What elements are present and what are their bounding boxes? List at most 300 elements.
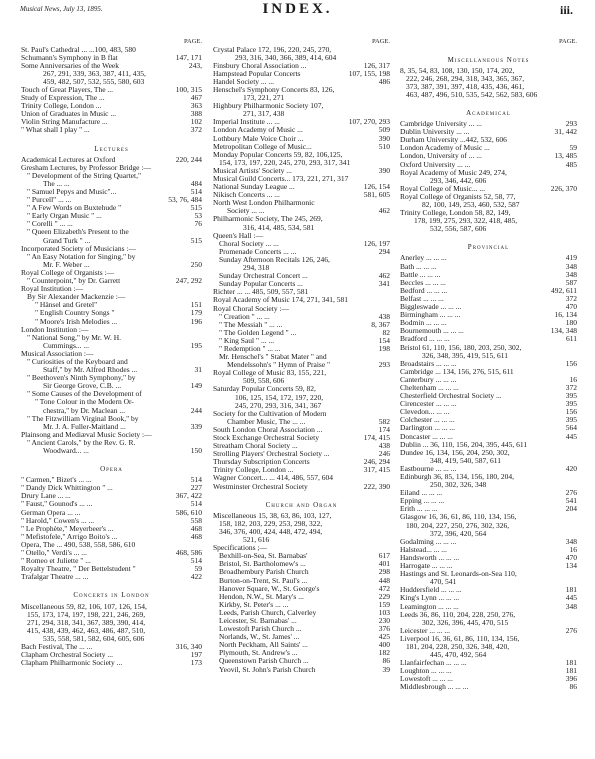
index-entry — [400, 538, 577, 546]
index-entry — [400, 311, 577, 319]
entry-text: Finsbury Choral Association ... — [213, 61, 307, 70]
entry-pages: 348 — [565, 536, 577, 546]
entry-text: Kirkby, St. Peter's ... ... — [219, 600, 289, 609]
index-entry — [21, 86, 202, 94]
entry-text: Llanfairfechan ... ... ... — [400, 659, 467, 668]
entry-pages: 151 — [190, 300, 202, 310]
entry-text: Leeds, Parish Church, Calverley — [219, 608, 317, 617]
index-entry — [21, 54, 202, 62]
entry-text: " Creation " ... ... — [219, 312, 270, 321]
page-column-label: PAGE. — [183, 38, 202, 45]
entry-pages: 246 — [378, 449, 390, 459]
entry-text: Beccles ... ... ... — [400, 278, 446, 287]
index-entry: Philharmonic Society, The 245, 269, — [213, 215, 323, 224]
entry-pages: 339 — [190, 421, 202, 431]
entry-pages: 198 — [378, 343, 390, 353]
entry-text: Choral Society ... ... — [219, 239, 279, 248]
index-entry — [21, 196, 202, 204]
index-entry: London Institution :— — [21, 325, 89, 334]
index-entry: 445, 470, 492, 564 — [430, 651, 487, 660]
page-number: iii. — [559, 3, 573, 17]
entry-pages: 16, 134 — [554, 310, 577, 320]
index-entry: Durham University ...442, 532, 606 — [400, 136, 507, 145]
entry-text: Norlands, W., St. James' ... — [219, 633, 300, 642]
index-entry — [21, 447, 202, 455]
index-entry: Leeds 36, 86, 110, 204, 228, 250, 276, — [400, 610, 516, 619]
index-entry — [400, 603, 577, 611]
entry-pages: 126, 317 — [363, 60, 390, 70]
entry-text: Epping ... ... ... — [400, 497, 445, 506]
index-entry — [21, 62, 202, 70]
entry-pages: 276 — [565, 625, 577, 635]
index-entry: Saturday Popular Concerts 59, 82, — [213, 385, 316, 394]
entry-pages: 445 — [565, 431, 577, 441]
index-entry — [213, 577, 390, 585]
entry-pages: 515 — [190, 235, 202, 245]
entry-text: Halstead... ... ... — [400, 545, 447, 554]
entry-pages: 59 — [569, 143, 577, 153]
entry-text: Cambridge University ... ... — [400, 120, 482, 129]
index-entry — [400, 392, 577, 400]
entry-text: " Romeo et Juliette " ... — [21, 557, 91, 566]
page-title: INDEX. — [262, 1, 333, 17]
entry-text: Streatham Choral Society ... — [213, 442, 298, 451]
index-column-1 — [21, 34, 202, 667]
index-entry: 250, 302, 326, 348 — [430, 481, 487, 490]
entry-pages: 395 — [565, 399, 577, 409]
index-entry — [21, 156, 202, 164]
entry-pages: 468 — [190, 531, 202, 541]
index-entry — [400, 287, 577, 295]
entry-pages: 558 — [190, 515, 202, 525]
index-entry — [21, 407, 202, 415]
entry-pages: 204 — [565, 504, 577, 514]
entry-text: Metropolitan College of Music... — [213, 142, 312, 151]
index-entry — [400, 594, 577, 602]
entry-text: Burton-on-Trent, St. Paul's ... — [219, 576, 308, 585]
entry-pages: 462 — [378, 206, 390, 216]
entry-pages: 181 — [565, 666, 577, 676]
entry-text: " Dandy Dick Whittington " ... — [21, 484, 113, 493]
entry-text: " Hänsel and Gretel" — [35, 301, 98, 310]
index-entry — [400, 489, 577, 497]
entry-text: Doncaster ... ... ... — [400, 432, 453, 441]
index-entry: Society for the Cultivation of Modern — [213, 409, 327, 418]
entry-text: Violin String Manufacture ... — [21, 118, 108, 127]
entry-pages: 514 — [190, 187, 202, 196]
entry-pages: 438 — [378, 441, 390, 451]
entry-pages: 422 — [190, 572, 202, 582]
section-heading: Concerts in London — [73, 591, 150, 600]
index-entry — [213, 585, 390, 593]
index-entry — [213, 568, 390, 576]
entry-pages: 467 — [190, 93, 202, 103]
index-entry: " National Song," by Mr. W. H. — [27, 333, 122, 342]
index-entry — [21, 126, 202, 134]
index-entry — [400, 546, 577, 554]
entry-pages: 147, 171 — [175, 52, 202, 62]
index-entry — [400, 360, 577, 368]
index-entry: 8, 35, 54, 83, 108, 130, 150, 174, 202, — [400, 66, 515, 75]
entry-text: Middlesbrough ... ... ... — [400, 683, 469, 692]
entry-text: Stock Exchange Orchestral Society — [213, 434, 320, 442]
index-entry — [400, 586, 577, 594]
entry-text: Leicester ... ... ... — [400, 626, 450, 635]
index-entry — [213, 442, 390, 450]
index-entry — [400, 505, 577, 513]
index-entry — [21, 382, 202, 390]
index-entry — [21, 118, 202, 126]
entry-text: Broadhembury Parish Church — [219, 568, 309, 577]
index-entry — [213, 593, 390, 601]
entry-pages: 179 — [190, 308, 202, 318]
index-entry — [400, 659, 577, 667]
entry-text: Some Anniversaries of the Week — [21, 61, 119, 70]
entry-pages: 400 — [378, 640, 390, 650]
entry-pages: 243, — [188, 60, 202, 70]
index-entry — [400, 562, 577, 570]
entry-text: Handsworth ... ... ... — [400, 553, 460, 562]
index-entry — [400, 465, 577, 473]
entry-pages: 316, 340 — [175, 641, 202, 651]
entry-text: Cirencester ... ... ... — [400, 400, 457, 409]
index-entry — [400, 416, 577, 424]
index-entry — [400, 554, 577, 562]
entry-text: Mendelssohn's " Hymn of Praise " — [227, 361, 331, 370]
running-head: Musical News, July 13, 1895. — [20, 5, 103, 13]
index-entry — [213, 434, 390, 442]
index-entry: Sunday Afternoon Recitals 126, 246, — [219, 255, 330, 264]
index-entry — [213, 135, 390, 143]
entry-pages: 173 — [190, 658, 202, 668]
entry-text: Eiland ... ... ... — [400, 489, 443, 498]
page-column-label: PAGE. — [558, 38, 577, 45]
entry-text: Sunday Popular Concerts ... — [219, 280, 303, 289]
index-entry — [21, 484, 202, 492]
index-entry: 271, 294, 318, 341, 367, 389, 390, 414, — [27, 618, 146, 627]
entry-pages: 86 — [382, 656, 390, 666]
entry-pages: 16 — [569, 374, 577, 384]
index-entry: 535, 558, 581, 582, 604, 605, 606 — [43, 634, 145, 643]
index-entry: By Sir Alexander Mackenzie :— — [27, 293, 126, 302]
entry-text: Clevedon... ... ... — [400, 408, 450, 417]
entry-text: Bristol, St. Bartholomew's ... — [219, 560, 306, 569]
index-entry — [400, 424, 577, 432]
entry-pages: 174 — [378, 424, 390, 434]
index-entry — [400, 152, 577, 160]
index-entry: 222, 246, 268, 294, 318, 343, 365, 367, — [406, 74, 525, 83]
entry-text: Lowestoft ... ... ... — [400, 675, 453, 684]
index-entry — [400, 120, 577, 128]
index-entry: Incorporated Society of Musicians :— — [21, 244, 136, 253]
index-entry — [213, 118, 390, 126]
entry-text: Plymouth, St. Andrew's ... — [219, 649, 298, 658]
entry-text: Nikisch Concerts ... ... — [213, 191, 280, 200]
index-entry: 532, 556, 587, 606 — [430, 225, 487, 234]
entry-pages: 227 — [190, 483, 202, 493]
entry-pages: 541 — [565, 496, 577, 506]
index-entry: " Queen Elizabeth's Present to the — [27, 228, 129, 237]
index-entry — [400, 675, 577, 683]
index-entry — [213, 625, 390, 633]
index-entry — [213, 313, 390, 321]
entry-pages: 582 — [378, 416, 390, 426]
index-entry: 245, 270, 293, 316, 341, 367 — [235, 401, 322, 410]
index-entry — [21, 94, 202, 102]
entry-text: " A Few Words on Buxtehude " — [27, 204, 122, 213]
index-entry — [400, 144, 577, 152]
index-entry: 372, 396, 420, 564 — [430, 529, 487, 538]
entry-pages: 230 — [378, 615, 390, 625]
entry-pages: 581, 605 — [363, 190, 390, 200]
index-entry: Wagner Concert... ... 414, 486, 557, 604 — [213, 474, 333, 483]
index-entry: 348, 419, 540, 587, 611 — [430, 456, 501, 465]
entry-pages: 276 — [565, 488, 577, 498]
entry-text: Thursday Subscription Concerts — [213, 458, 310, 467]
entry-text: Clapham Philharmonic Society ... — [21, 659, 123, 668]
entry-pages: 53, 76, 484 — [168, 195, 202, 205]
entry-pages: 226, 370 — [550, 183, 577, 193]
entry-text: Belfast ... ... ... — [400, 294, 444, 303]
entry-pages: 16 — [569, 544, 577, 554]
index-entry: Queen's Hall :— — [213, 231, 264, 240]
entry-text: Chamber Music, The ... ... — [227, 417, 306, 426]
index-entry: Royal Choral Society :— — [213, 304, 290, 313]
index-entry — [213, 657, 390, 665]
index-entry: 158, 182, 203, 229, 253, 298, 322, — [219, 519, 323, 528]
index-entry — [213, 272, 390, 280]
entry-pages: 174, 415 — [363, 433, 390, 442]
index-entry — [213, 248, 390, 256]
entry-pages: 367, 422 — [175, 491, 202, 501]
entry-pages: 468, 586 — [175, 548, 202, 558]
entry-text: Touch of Great Players, The ... — [21, 85, 114, 94]
entry-pages: 293 — [565, 119, 577, 129]
index-entry: " An Easy Notation for Singing," by — [27, 252, 136, 261]
entry-text: Eastbourne ... ... ... — [400, 464, 457, 473]
entry-pages: 514 — [190, 499, 202, 509]
entry-text: Godalming ... ... ... — [400, 537, 457, 546]
index-entry: 302, 326, 396, 445, 470, 515 — [422, 618, 509, 627]
index-entry — [213, 240, 390, 248]
index-entry — [400, 497, 577, 505]
index-entry — [21, 102, 202, 110]
page-column-label: PAGE. — [371, 38, 390, 45]
index-entry — [21, 517, 202, 525]
entry-pages: 372 — [565, 293, 577, 303]
index-entry — [400, 384, 577, 392]
entry-text: " What shall I play " ... — [21, 126, 90, 135]
entry-text: Musical Artists' Society ... — [213, 166, 292, 175]
entry-pages: 159 — [378, 599, 390, 609]
entry-pages: 395 — [565, 391, 577, 401]
entry-text: " Le Prophète," Meyerbeer's ... — [21, 524, 114, 533]
index-entry — [400, 667, 577, 675]
entry-pages: 181 — [565, 658, 577, 668]
index-entry: 521, 616 — [243, 536, 270, 545]
section-heading: Lectures — [94, 144, 129, 153]
entry-text: Battle ... ... ... — [400, 270, 441, 279]
entry-text: Sir George Grove, C.B. ... — [43, 382, 122, 391]
entry-pages: 390 — [378, 165, 390, 175]
entry-pages: 341 — [378, 279, 390, 289]
entry-pages: 372 — [565, 382, 577, 392]
entry-pages: 53 — [194, 211, 202, 221]
index-entry: 346, 376, 400, 424, 448, 472, 494, — [219, 527, 323, 536]
entry-pages: 220, 244 — [175, 154, 202, 164]
entry-text: Drury Lane ... ... — [21, 492, 71, 501]
index-entry — [400, 271, 577, 279]
index-entry: Royal College of Organists :— — [21, 268, 115, 277]
entry-text: " Moore's Irish Melodies ... — [35, 317, 118, 326]
index-entry — [21, 557, 202, 565]
index-entry: North West London Philharmonic — [213, 199, 315, 208]
entry-pages: 107, 270, 293 — [348, 117, 390, 127]
entry-text: Bournemouth ... ... ... — [400, 327, 464, 336]
index-entry — [213, 560, 390, 568]
index-entry — [21, 342, 202, 350]
index-entry: Hastings and St. Leonards-on-Sea 110, — [400, 570, 517, 579]
index-entry — [21, 549, 202, 557]
entry-text: Canterbury ... ... ... — [400, 375, 457, 384]
index-entry: Liverpool 16, 36, 61, 86, 110, 134, 156, — [400, 634, 520, 643]
entry-pages: 510 — [378, 141, 390, 151]
entry-text: Biggleswade ... ... ... — [400, 303, 462, 312]
index-entry — [213, 418, 390, 426]
entry-text: Erith ... ... ... — [400, 505, 438, 514]
entry-pages: 8, 367 — [371, 319, 390, 329]
entry-pages: 246, 294 — [363, 457, 390, 467]
index-entry — [21, 318, 202, 326]
entry-text: " Harold," Cowen's ... ... — [21, 516, 95, 525]
entry-pages: 244 — [190, 405, 202, 415]
entry-pages: 395 — [565, 415, 577, 425]
index-entry — [213, 552, 390, 560]
index-entry — [213, 641, 390, 649]
entry-text: Royal College of Music... ... — [400, 184, 485, 193]
entry-text: Bexhill-on-Sea, St. Barnabas' — [219, 552, 308, 561]
entry-text: South London Choral Association ... — [213, 425, 323, 434]
index-entry: Musical Association :— — [21, 349, 94, 358]
section-heading: Church and Organ — [265, 500, 338, 509]
entry-text: " Carmen," Bizet's ... ... — [21, 476, 92, 485]
index-entry — [213, 483, 390, 491]
entry-pages: 514 — [190, 475, 202, 485]
index-entry — [400, 376, 577, 384]
index-entry: 271, 317, 438 — [243, 110, 285, 119]
index-entry — [21, 643, 202, 651]
entry-pages: 247, 292 — [175, 276, 202, 286]
index-entry — [400, 254, 577, 262]
entry-text: Trinity College, London ... — [21, 102, 102, 111]
section-heading: Opera — [100, 465, 123, 474]
entry-pages: 229 — [378, 591, 390, 601]
index-entry — [213, 337, 390, 345]
entry-pages: 587 — [565, 277, 577, 287]
entry-pages: 180 — [565, 318, 577, 328]
index-entry: Bristol 61, 110, 156, 180, 203, 250, 302, — [400, 343, 522, 352]
index-entry: 293, 346, 442, 606 — [430, 176, 487, 185]
index-entry — [400, 433, 577, 441]
index-column-3 — [400, 34, 577, 692]
entry-text: Lothbury Male Voice Choir ... — [213, 134, 304, 143]
entry-pages: 564 — [565, 423, 577, 433]
index-entry — [213, 126, 390, 134]
index-entry: " Ancient Carols," by the Rev. G. R. — [27, 438, 136, 447]
index-entry: " Some Causes of the Development of — [27, 390, 142, 399]
entry-pages: 182 — [378, 648, 390, 658]
entry-text: Yeovil, St. John's Parish Church — [219, 665, 316, 674]
index-entry — [400, 185, 577, 193]
entry-text: " King Saul " ... ... — [219, 336, 275, 345]
entry-text: Birmingham ... ... ... — [400, 311, 461, 320]
index-entry: Trinity College, London 58, 82, 149, — [400, 209, 511, 218]
index-entry: Royal Academy of Music 174, 271, 341, 581 — [213, 296, 348, 305]
index-entry — [213, 617, 390, 625]
entry-text: Schumann's Symphony in B flat — [21, 53, 118, 62]
index-entry — [400, 295, 577, 303]
entry-pages: 126, 197 — [363, 238, 390, 248]
entry-pages: 515 — [190, 203, 202, 213]
entry-text: Society ... ... — [227, 207, 265, 216]
index-entry — [400, 128, 577, 136]
entry-pages: 472 — [378, 583, 390, 593]
entry-pages: 448 — [378, 575, 390, 585]
index-entry: Royal Institution :— — [21, 285, 84, 294]
entry-text: Chesterfield Orchestral Society ... — [400, 392, 502, 401]
entry-text: Promenade Concerts ... ... — [219, 247, 297, 256]
entry-text: Bedford ... ... ... — [400, 286, 448, 295]
index-entry — [213, 321, 390, 329]
index-entry: 509, 558, 606 — [243, 377, 285, 386]
index-entry — [21, 525, 202, 533]
entry-pages: 586, 610 — [175, 507, 202, 517]
index-entry — [213, 70, 390, 78]
entry-text: London Academy of Music ... — [400, 144, 490, 153]
index-entry: Cambridge ... 134, 156, 276, 515, 611 — [400, 367, 514, 376]
entry-pages: 348 — [565, 261, 577, 271]
entry-pages: 425 — [378, 632, 390, 642]
index-entry — [21, 509, 202, 517]
index-entry: " Development of the String Quartet," — [27, 171, 142, 180]
entry-text: " English Country Songs " — [35, 309, 115, 318]
entry-pages: 388 — [190, 109, 202, 119]
index-entry — [21, 533, 202, 541]
index-entry: " The Fitzwilliam Virginal Book," by — [27, 414, 139, 423]
index-entry: " Tone Colour in the Modern Or- — [35, 398, 134, 407]
entry-text: Grand Turk " ... — [43, 236, 91, 245]
entry-text: Hendon, N.W., St. Mary's ... — [219, 592, 304, 601]
entry-text: " Early Organ Music " ... — [27, 212, 102, 221]
entry-pages: 348 — [565, 269, 577, 279]
entry-pages: 154 — [378, 335, 390, 345]
index-entry — [21, 565, 202, 573]
index-entry — [21, 110, 202, 118]
entry-pages: 126, 154 — [363, 182, 390, 192]
entry-pages: 197 — [190, 650, 202, 660]
entry-text: Bodmin ... ... ... — [400, 319, 447, 328]
page-header — [0, 0, 595, 22]
entry-pages: 445 — [565, 593, 577, 603]
index-entry: 154, 173, 197, 220, 245, 270, 293, 317, 341 — [219, 158, 351, 167]
entry-text: " Corelli " ... ... — [27, 220, 73, 229]
entry-pages: 76 — [194, 219, 202, 229]
index-entry — [213, 207, 390, 215]
index-entry: Musical Guild Concerts... 173, 221, 271, 317 — [213, 175, 349, 183]
index-entry: Miscellaneous 15, 38, 63, 86, 103, 127, — [213, 511, 332, 520]
entry-pages: 396 — [565, 674, 577, 684]
index-entry — [21, 204, 202, 212]
